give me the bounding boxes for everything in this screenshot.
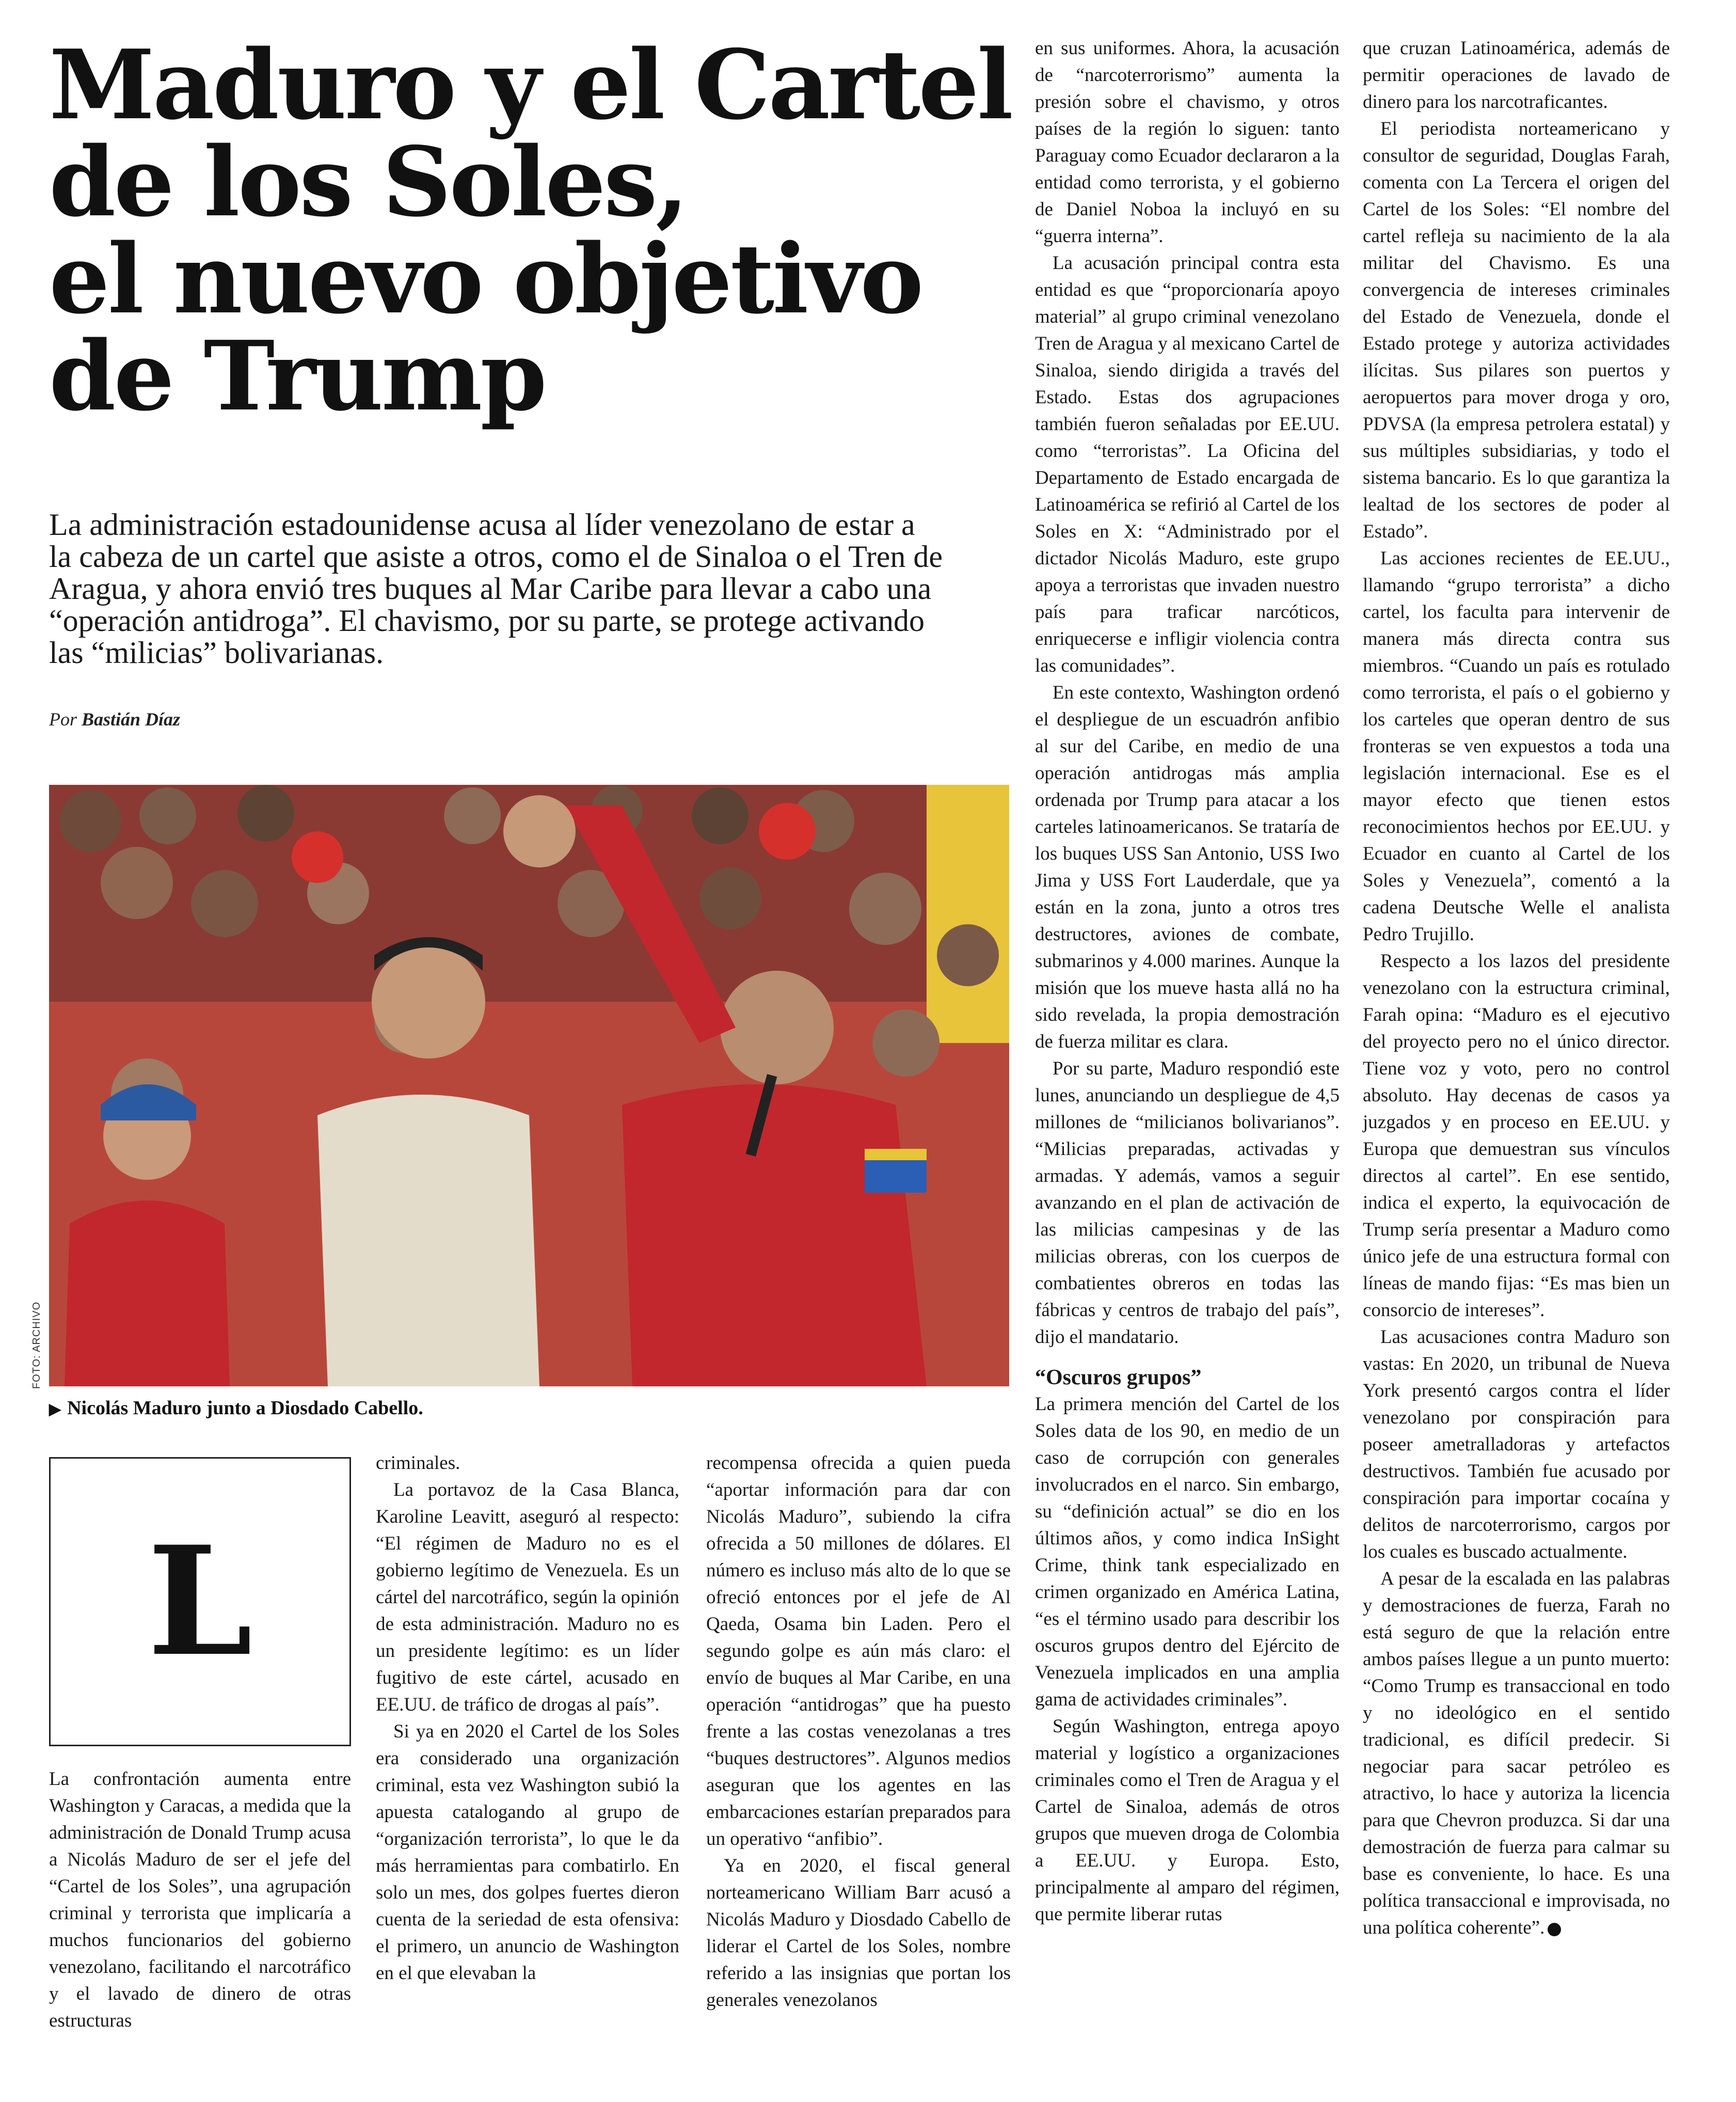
article-column-3 <box>706 1450 1011 2014</box>
paragraph: Las acusaciones contra Maduro son vastas: En 2020, un tribunal de Nueva York presentó cargos contra el líder venezolano por conspiración para poseer ametralladoras y artefactos destructivos. También fue acusado por conspiración para importar cocaína y delitos de narcoterrorismo, cargos por los cuales es buscado actualmente. <box>1363 1326 1670 1562</box>
photo-caption <box>49 1397 423 1419</box>
subheading: “Oscuros grupos” <box>1035 1366 1202 1389</box>
paragraph: Las acciones recientes de EE.UU., llamando “grupo terrorista” a dicho cartel, los faculta para intervenir de manera más directa contra sus miembros. “Cuando un país es rotulado como terrorista, el país o el gobierno y los carteles que operan dentro de sus fronteras se ven expuestos a toda una legislación internacional. Ese es el mayor efecto que tienen estos reconocimientos hechos por EE.UU. y Ecuador en cuanto al Cartel de los Soles y Venezuela”, comentó a la cadena Deutsche Welle el analista Pedro Trujillo. <box>1363 548 1670 945</box>
paragraph: Si ya en 2020 el Cartel de los Soles era considerado una organización criminal, esta vez Washington subió la apuesta catalogando al grupo de “organización terrorista”, lo que le da más herramientas para combatirlo. En solo un mes, dos golpes fuertes dieron cuenta de la seriedad de esta ofensiva: el primero, un anuncio de Washington en el que elevaban la <box>376 1721 679 1984</box>
headline <box>49 28 1014 432</box>
byline-prefix: Por <box>49 709 77 730</box>
paragraph: La acusación principal contra esta entidad es que “proporcionaría apoyo material” al grupo criminal venezolano Tren de Aragua y al mexicano Cartel de Sinaloa, siendo dirigida a través del Estado. Estas dos agrupaciones también fueron señaladas por EE.UU. como “terroristas”. La Oficina del Departamento de Estado encargada de Latinoamérica se refirió al Cartel de los Soles en X: “Administrado por el dictador Nicolás Maduro, este grupo apoya a terroristas que invaden nuestro país para traficar narcóticos, enriquecerse e infligir violencia contra las comunidades”. <box>1035 252 1340 676</box>
byline <box>49 708 180 730</box>
headline-line: Maduro y el Cartel <box>49 28 1012 141</box>
headline-line: de los Soles, <box>49 125 687 238</box>
article-column-5 <box>1363 35 1670 1941</box>
deck-line: la cabeza de un cartel que asiste a otros, como el de Sinaloa o el Tren de <box>49 540 943 574</box>
paragraph: La confrontación aumenta entre Washington y Caracas, a medida que la administración de Donald Trump acusa a Nicolás Maduro de ser el jefe del “Cartel de los Soles”, una agrupación criminal y terrorista que implicaría a muchos funcionarios del gobierno venezolano, facilitando el narcotráfico y el lavado de dinero de otras estructuras <box>49 1768 351 2031</box>
photo-illustration <box>49 785 1009 1386</box>
paragraph: Ya en 2020, el fiscal general norteamericano William Barr acusó a Nicolás Maduro y Diosdado Cabello de liderar el Cartel de los Soles, nombre referido a las insignias que portan los generales venezolanos <box>706 1855 1011 2011</box>
paragraph: La portavoz de la Casa Blanca, Karoline Leavitt, aseguró al respecto: “El régimen de Maduro no es el gobierno legítimo de Venezuela. Es un cártel del narcotráfico, según la opinión de esta administración. Maduro no es un presidente legítimo: es un líder fugitivo de este cártel, acusado en EE.UU. de tráfico de drogas al país”. <box>376 1479 679 1715</box>
paragraph: Por su parte, Maduro respondió este lunes, anunciando un despliegue de 4,5 millones de “milicianos bolivarianos”. “Milicias preparadas, activadas y armadas. Y además, vamos a seguir avanzando en el plan de activación de las milicias campesinas y de las milicias obreras, con los cuerpos de combatientes obreros en todas las fábricas y centros de trabajo del país”, dijo el mandatario. <box>1035 1058 1340 1348</box>
paragraph-final <box>1363 1566 1670 1941</box>
paragraph: recompensa ofrecida a quien pueda “aportar información para dar con Nicolás Maduro”, subiendo la cifra ofrecida a 50 millones de dólares. El número es incluso más alto de lo que se ofreció entonces por el jefe de Al Qaeda, Osama bin Laden. Pero el segundo golpe es aún más claro: el envío de buques al Mar Caribe, en una operación “antidrogas” que ha puesto frente a las costas venezolanas a tres “buques destructores”. Algunos medios aseguran que los agentes en las embarcaciones estarían preparados para un operativo “anfibio”. <box>706 1452 1011 1850</box>
paragraph: La primera mención del Cartel de los Soles data de los 90, en medio de un caso de corrupción con generales involucrados en el narco. Sin embargo, su “definición actual” se dio en los últimos años, y como indica InSight Crime, think tank especializado en crimen organizado en América Latina, “es el término usado para describir los oscuros grupos dentro del Ejército de Venezuela implicados en una amplia gama de actividades criminales”. <box>1035 1394 1340 1710</box>
article-column-2 <box>376 1450 679 1987</box>
deck-line: La administración estadounidense acusa al líder venezolano de estar a <box>49 508 915 542</box>
caption-arrow-icon: ▶ <box>49 1401 61 1418</box>
paragraph: criminales. <box>376 1452 460 1474</box>
photo-credit: FOTO: ARCHIVO <box>31 1301 42 1389</box>
article-column-1 <box>49 1766 351 2034</box>
article-column-4 <box>1035 35 1340 1928</box>
drop-cap-letter: L <box>147 1514 253 1689</box>
paragraph-text: A pesar de la escalada en las palabras y demostraciones de fuerza, Farah no está seguro de que la relación entre ambos países llegue a un punto muerto: “Como Trump es transaccional en todo y no ideológico en el sentido tradicional, es difícil predecir. Si negociar para sacar petróleo es atractivo, lo hace y autoriza la licencia para que Chevron produzca. Si dar una demostración de fuerza para calmar su base es conveniente, lo hace. Es una política transaccional e improvisada, no una política coherente”. <box>1363 1568 1670 1938</box>
deck <box>49 509 1014 669</box>
paragraph: Según Washington, entrega apoyo material y logístico a organizaciones criminales como el Tren de Aragua y el Cartel de Sinaloa, además de otros grupos que mueven droga de Colombia a EE.UU. y Europa. Esto, principalmente al amparo del régimen, que permite liberar rutas <box>1035 1716 1340 1925</box>
headline-line: de Trump <box>49 320 545 432</box>
article-photo <box>49 785 1009 1386</box>
paragraph: En este contexto, Washington ordenó el despliegue de un escuadrón anfibio al sur del Caribe, en medio de una operación antidrogas más amplia ordenada por Trump para atacar a los carteles latinoamericanos. Se trataría de los buques USS San Antonio, USS Iwo Jima y USS Fort Lauderdale, que ya están en la zona, junto a otros tres destructores, aviones de combate, submarinos y 4.000 marines. Aunque la misión que los mueve hasta allá no ha sido revelada, la propia demostración de fuerza militar es clara. <box>1035 682 1340 1052</box>
paragraph: que cruzan Latinoamérica, además de permitir operaciones de lavado de dinero para los narcotraficantes. <box>1363 38 1670 113</box>
deck-line: las “milicias” bolivarianas. <box>49 636 384 670</box>
deck-line: “operación antidroga”. El chavismo, por su parte, se protege activando <box>49 604 925 638</box>
drop-cap-box <box>49 1457 351 1746</box>
byline-author: Bastián Díaz <box>82 709 181 730</box>
headline-line: el nuevo objetivo <box>49 223 922 335</box>
paragraph: en sus uniformes. Ahora, la acusación de “narcoterrorismo” aumenta la presión sobre el chavismo, y otros países de la región lo siguen: tanto Paraguay como Ecuador declararon a la entidad como terrorista, y el gobierno de Daniel Noboa la incluyó en su “guerra interna”. <box>1035 38 1340 247</box>
deck-line: Aragua, y ahora envió tres buques al Mar Caribe para llevar a cabo una <box>49 572 932 606</box>
end-mark-icon <box>1548 1923 1561 1936</box>
caption-text: Nicolás Maduro junto a Diosdado Cabello. <box>67 1397 423 1419</box>
paragraph: Respecto a los lazos del presidente venezolano con la estructura criminal, Farah opina: “Maduro es el ejecutivo del proyecto pero no el único director. Tiene voz y voto, pero no control absoluto. Hay decenas de casos ya juzgados y en proceso en EE.UU. y Europa que demuestran sus vínculos directos al cartel”. En ese sentido, indica el experto, la equivocación de Trump sería presentar a Maduro como único jefe de una estructura formal con líneas de mando fijas: “Es mas bien un consorcio de intereses”. <box>1363 951 1670 1321</box>
paragraph: El periodista norteamericano y consultor de seguridad, Douglas Farah, comenta con La Tercera el origen del Cartel de los Soles: “El nombre del cartel refleja su nacimiento de la ala militar del Chavismo. Es una convergencia de intereses criminales del Estado de Venezuela, donde el Estado protege y autoriza actividades ilícitas. Sus pilares son puertos y aeropuertos para mover droga y oro, PDVSA (la empresa petrolera estatal) y sus múltiples subsidiarias, y todo el sistema bancario. Es lo que garantiza la lealtad de los sectores de poder al Estado”. <box>1363 118 1670 542</box>
